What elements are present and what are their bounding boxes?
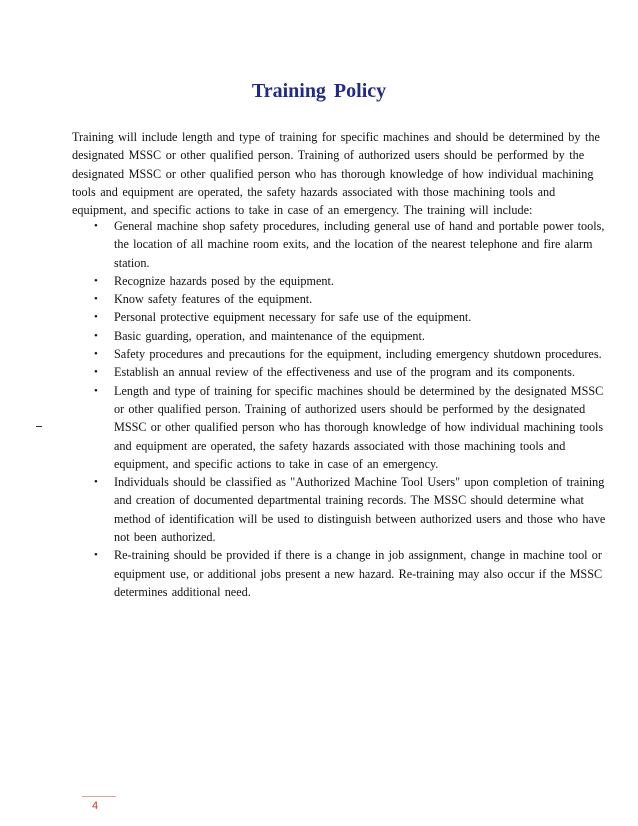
- training-topics-list: [72, 217, 612, 601]
- bullet-icon: •: [94, 311, 98, 324]
- list-item: [72, 546, 612, 601]
- bullet-icon: •: [94, 274, 98, 287]
- margin-dash-mark: [36, 426, 42, 427]
- list-item-text: Establish an annual review of the effectiveness and use of the program and its components.: [114, 365, 575, 380]
- list-item: [72, 290, 612, 308]
- bullet-icon: •: [94, 293, 98, 306]
- list-item: [72, 327, 612, 345]
- list-item-text: Basic guarding, operation, and maintenance of the equipment.: [114, 328, 425, 343]
- list-item-text: Know safety features of the equipment.: [114, 292, 313, 307]
- intro-paragraph: Training will include length and type of training for specific machines and should be determined by the designated MSSC or other qualified person. Training of authorized users should be performed by the designated MSSC or other qualified person who has thorough knowledge of how individual machining tools and equipment are operated, the safety hazards associated with those machining tools and equipment, and specific actions to take in case of an emergency. The training will include:: [72, 130, 600, 218]
- list-item: [72, 382, 612, 473]
- list-item: [72, 363, 612, 381]
- list-item-text: General machine shop safety procedures, including general use of hand and portable power tools, the location of all machine room exits, and the location of the nearest telephone and fire alarm station.: [114, 219, 605, 270]
- list-item-text: Individuals should be classified as "Authorized Machine Tool Users" upon completion of training and creation of documented departmental training records. The MSSC should determine what method of identification will be used to distinguish between authorized users and those who have not been authorized.: [114, 475, 606, 545]
- page-title: Training Policy: [251, 80, 387, 102]
- bullet-icon: •: [94, 329, 98, 342]
- bullet-icon: •: [94, 384, 98, 397]
- list-item-text: Length and type of training for specific machines should be determined by the designated MSSC or other qualified person. Training of authorized users should be performed by the designated MSSC or other qualified person who has thorough knowledge of how individual machining tools and equipment are operated, the safety hazards associated with those machining tools and equipment, and specific actions to take in case of an emergency.: [114, 383, 604, 471]
- list-item-text: Recognize hazards posed by the equipment.: [114, 273, 334, 288]
- list-item: [72, 473, 612, 546]
- bullet-icon: •: [94, 549, 98, 562]
- list-item: [72, 272, 612, 290]
- bullet-icon: •: [94, 220, 98, 232]
- list-item: [72, 345, 612, 363]
- bullet-icon: •: [94, 348, 98, 361]
- bullet-icon: •: [94, 366, 98, 379]
- list-item: [72, 217, 612, 272]
- bullet-icon: •: [94, 476, 98, 489]
- list-item-text: Personal protective equipment necessary for safe use of the equipment.: [114, 310, 472, 325]
- list-item-text: Safety procedures and precautions for the equipment, including emergency shutdown procedures.: [114, 347, 602, 362]
- page-number: 4: [92, 800, 99, 812]
- list-item-text: Re-training should be provided if there is a change in job assignment, change in machine tool or equipment use, or additional jobs present a new hazard. Re-training may also occur if the MSSC determines additional need.: [114, 548, 603, 599]
- list-item: [72, 308, 612, 326]
- footer-rule: [82, 796, 116, 797]
